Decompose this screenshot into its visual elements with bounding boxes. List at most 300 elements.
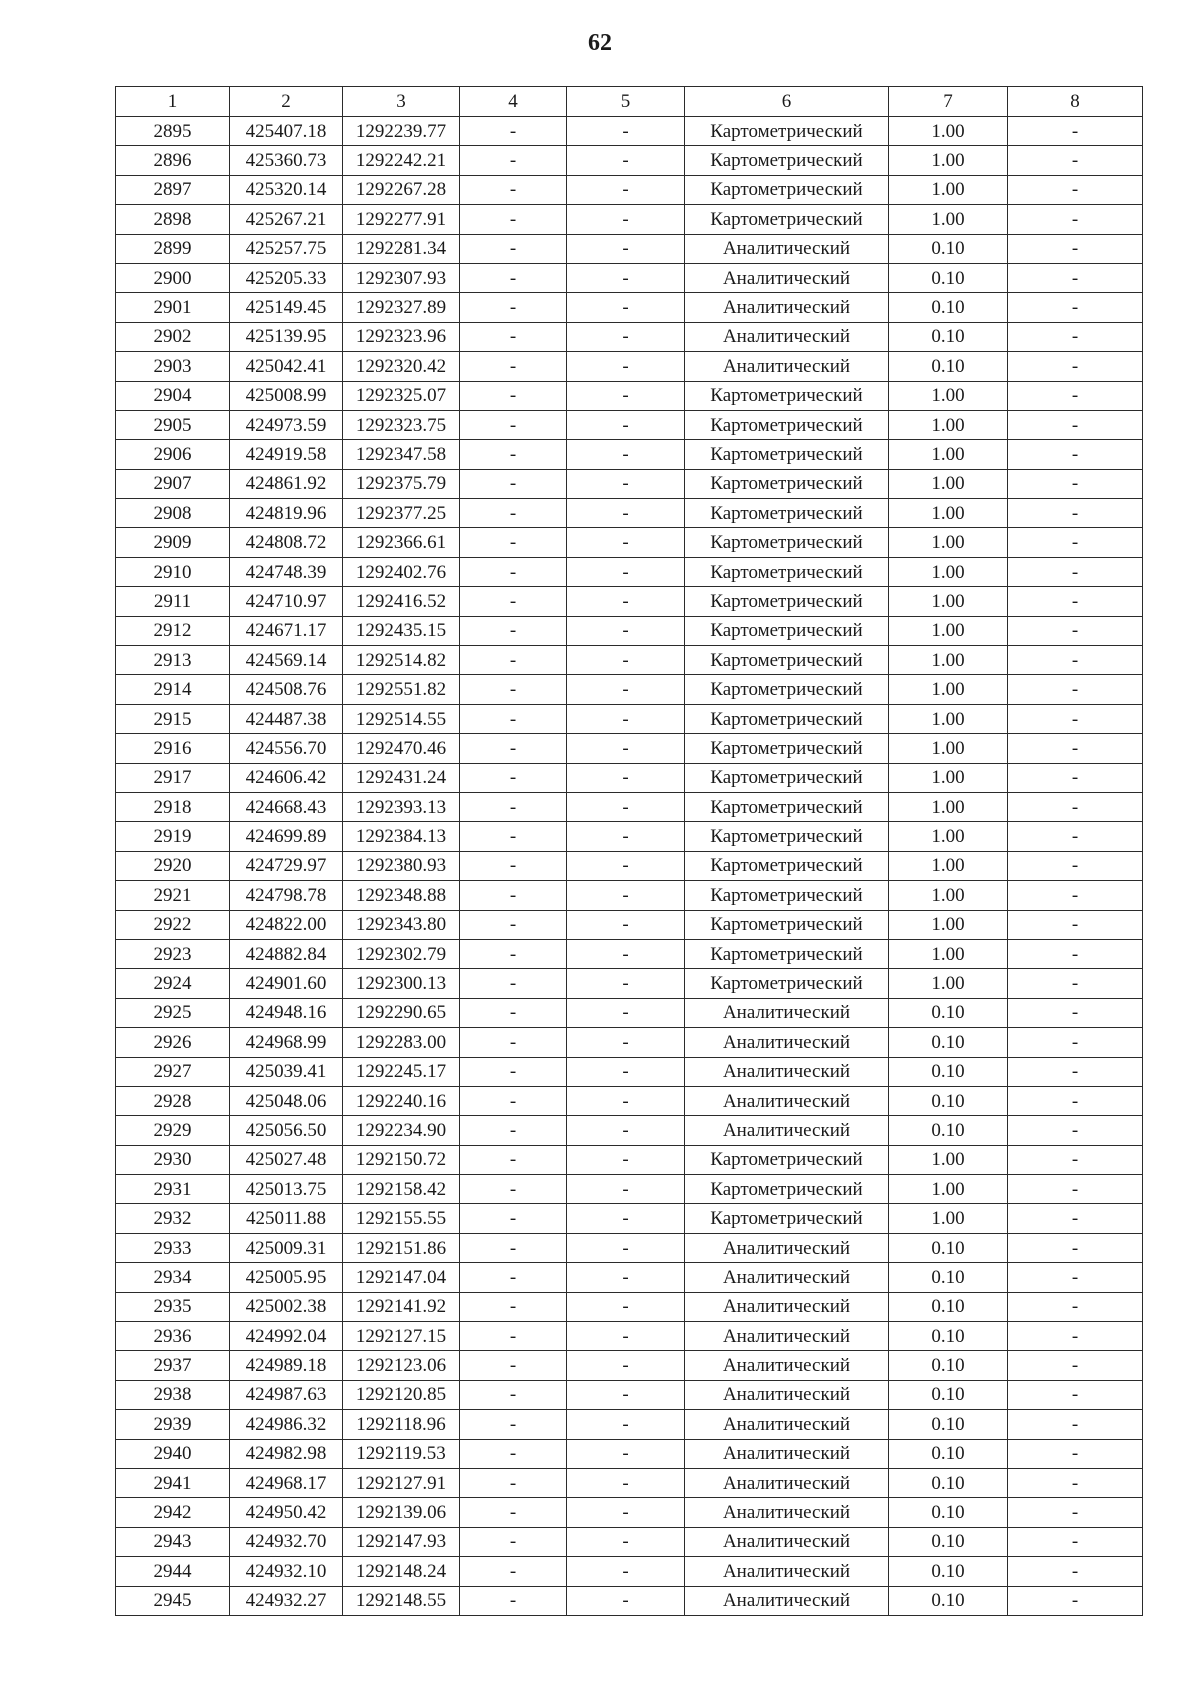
cell-coord-x: 424950.42 <box>230 1498 343 1527</box>
cell-col-4: - <box>460 616 567 645</box>
cell-col-4: - <box>460 1468 567 1497</box>
cell-col-8: - <box>1008 117 1143 146</box>
header-cell: 8 <box>1008 87 1143 117</box>
cell-coord-y: 1292323.96 <box>343 322 460 351</box>
cell-coord-y: 1292402.76 <box>343 557 460 586</box>
cell-col-8: - <box>1008 1468 1143 1497</box>
cell-method: Картометрический <box>685 469 889 498</box>
cell-point-number: 2928 <box>116 1086 230 1115</box>
cell-coord-y: 1292127.15 <box>343 1322 460 1351</box>
cell-col-8: - <box>1008 1498 1143 1527</box>
table-row <box>116 146 1143 175</box>
cell-accuracy: 1.00 <box>889 1175 1008 1204</box>
cell-coord-x: 424819.96 <box>230 499 343 528</box>
cell-coord-x: 424968.99 <box>230 1028 343 1057</box>
cell-coord-x: 424822.00 <box>230 910 343 939</box>
cell-method: Аналитический <box>685 998 889 1027</box>
cell-coord-y: 1292147.93 <box>343 1527 460 1556</box>
cell-col-8: - <box>1008 998 1143 1027</box>
cell-col-8: - <box>1008 1322 1143 1351</box>
cell-col-8: - <box>1008 881 1143 910</box>
cell-coord-x: 424808.72 <box>230 528 343 557</box>
cell-col-4: - <box>460 1057 567 1086</box>
cell-col-5: - <box>567 822 685 851</box>
cell-col-8: - <box>1008 792 1143 821</box>
cell-accuracy: 1.00 <box>889 881 1008 910</box>
cell-col-4: - <box>460 1351 567 1380</box>
cell-method: Аналитический <box>685 263 889 292</box>
table-row <box>116 763 1143 792</box>
header-cell: 4 <box>460 87 567 117</box>
cell-accuracy: 0.10 <box>889 1233 1008 1262</box>
cell-point-number: 2899 <box>116 234 230 263</box>
cell-method: Аналитический <box>685 1233 889 1262</box>
cell-coord-x: 425205.33 <box>230 263 343 292</box>
cell-coord-y: 1292127.91 <box>343 1468 460 1497</box>
cell-coord-x: 424986.32 <box>230 1410 343 1439</box>
cell-accuracy: 0.10 <box>889 1086 1008 1115</box>
cell-point-number: 2932 <box>116 1204 230 1233</box>
cell-col-5: - <box>567 1204 685 1233</box>
cell-col-8: - <box>1008 763 1143 792</box>
cell-col-5: - <box>567 1586 685 1615</box>
cell-method: Картометрический <box>685 117 889 146</box>
cell-col-5: - <box>567 381 685 410</box>
cell-point-number: 2895 <box>116 117 230 146</box>
table-row <box>116 1263 1143 1292</box>
cell-coord-y: 1292123.06 <box>343 1351 460 1380</box>
cell-coord-x: 424487.38 <box>230 704 343 733</box>
cell-coord-x: 424992.04 <box>230 1322 343 1351</box>
cell-point-number: 2943 <box>116 1527 230 1556</box>
cell-col-8: - <box>1008 1145 1143 1174</box>
cell-coord-x: 424932.10 <box>230 1557 343 1586</box>
cell-col-4: - <box>460 499 567 528</box>
cell-col-8: - <box>1008 469 1143 498</box>
cell-col-8: - <box>1008 616 1143 645</box>
cell-col-4: - <box>460 293 567 322</box>
cell-col-5: - <box>567 322 685 351</box>
cell-coord-x: 425149.45 <box>230 293 343 322</box>
cell-coord-y: 1292514.82 <box>343 646 460 675</box>
cell-coord-y: 1292148.24 <box>343 1557 460 1586</box>
cell-method: Картометрический <box>685 881 889 910</box>
cell-point-number: 2906 <box>116 440 230 469</box>
cell-accuracy: 1.00 <box>889 792 1008 821</box>
cell-col-4: - <box>460 1498 567 1527</box>
cell-method: Аналитический <box>685 1380 889 1409</box>
cell-point-number: 2903 <box>116 352 230 381</box>
cell-coord-x: 425056.50 <box>230 1116 343 1145</box>
table-row <box>116 1439 1143 1468</box>
cell-coord-x: 424989.18 <box>230 1351 343 1380</box>
cell-coord-x: 424798.78 <box>230 881 343 910</box>
cell-coord-x: 425257.75 <box>230 234 343 263</box>
cell-method: Картометрический <box>685 616 889 645</box>
cell-coord-x: 425042.41 <box>230 352 343 381</box>
table-row <box>116 1380 1143 1409</box>
cell-coord-y: 1292348.88 <box>343 881 460 910</box>
table-row <box>116 1351 1143 1380</box>
cell-method: Картометрический <box>685 939 889 968</box>
cell-coord-x: 425048.06 <box>230 1086 343 1115</box>
header-cell: 1 <box>116 87 230 117</box>
cell-coord-y: 1292234.90 <box>343 1116 460 1145</box>
cell-col-4: - <box>460 1557 567 1586</box>
cell-col-4: - <box>460 881 567 910</box>
cell-col-5: - <box>567 1439 685 1468</box>
cell-accuracy: 0.10 <box>889 322 1008 351</box>
cell-coord-x: 424948.16 <box>230 998 343 1027</box>
cell-method: Аналитический <box>685 1468 889 1497</box>
cell-coord-y: 1292551.82 <box>343 675 460 704</box>
header-cell: 7 <box>889 87 1008 117</box>
cell-accuracy: 0.10 <box>889 1057 1008 1086</box>
cell-col-5: - <box>567 293 685 322</box>
cell-col-5: - <box>567 557 685 586</box>
cell-col-5: - <box>567 528 685 557</box>
cell-col-8: - <box>1008 1233 1143 1262</box>
cell-col-4: - <box>460 322 567 351</box>
cell-coord-y: 1292119.53 <box>343 1439 460 1468</box>
table-row <box>116 1292 1143 1321</box>
cell-coord-x: 424748.39 <box>230 557 343 586</box>
cell-col-4: - <box>460 1410 567 1439</box>
cell-coord-y: 1292147.04 <box>343 1263 460 1292</box>
cell-point-number: 2927 <box>116 1057 230 1086</box>
cell-col-4: - <box>460 1086 567 1115</box>
cell-point-number: 2933 <box>116 1233 230 1262</box>
cell-method: Аналитический <box>685 322 889 351</box>
cell-accuracy: 0.10 <box>889 1028 1008 1057</box>
cell-col-8: - <box>1008 1028 1143 1057</box>
cell-col-5: - <box>567 998 685 1027</box>
cell-col-8: - <box>1008 352 1143 381</box>
cell-accuracy: 1.00 <box>889 822 1008 851</box>
cell-accuracy: 0.10 <box>889 998 1008 1027</box>
cell-col-8: - <box>1008 851 1143 880</box>
cell-coord-x: 424901.60 <box>230 969 343 998</box>
cell-col-8: - <box>1008 293 1143 322</box>
cell-col-8: - <box>1008 910 1143 939</box>
cell-method: Аналитический <box>685 1351 889 1380</box>
cell-col-4: - <box>460 792 567 821</box>
cell-coord-y: 1292158.42 <box>343 1175 460 1204</box>
table-row <box>116 1498 1143 1527</box>
cell-point-number: 2912 <box>116 616 230 645</box>
cell-accuracy: 1.00 <box>889 969 1008 998</box>
cell-accuracy: 0.10 <box>889 263 1008 292</box>
cell-col-4: - <box>460 263 567 292</box>
cell-coord-x: 424710.97 <box>230 587 343 616</box>
cell-method: Аналитический <box>685 1292 889 1321</box>
cell-col-4: - <box>460 675 567 704</box>
cell-col-4: - <box>460 1322 567 1351</box>
table-row <box>116 616 1143 645</box>
cell-coord-y: 1292120.85 <box>343 1380 460 1409</box>
cell-col-8: - <box>1008 675 1143 704</box>
cell-coord-y: 1292281.34 <box>343 234 460 263</box>
cell-col-8: - <box>1008 1557 1143 1586</box>
cell-method: Картометрический <box>685 734 889 763</box>
cell-point-number: 2936 <box>116 1322 230 1351</box>
table-row <box>116 734 1143 763</box>
cell-col-8: - <box>1008 1292 1143 1321</box>
cell-accuracy: 1.00 <box>889 1145 1008 1174</box>
cell-col-8: - <box>1008 410 1143 439</box>
cell-col-4: - <box>460 646 567 675</box>
cell-coord-y: 1292377.25 <box>343 499 460 528</box>
cell-point-number: 2923 <box>116 939 230 968</box>
cell-point-number: 2931 <box>116 1175 230 1204</box>
table-row <box>116 704 1143 733</box>
cell-col-5: - <box>567 440 685 469</box>
cell-col-4: - <box>460 557 567 586</box>
cell-coord-x: 424882.84 <box>230 939 343 968</box>
cell-col-8: - <box>1008 969 1143 998</box>
cell-accuracy: 0.10 <box>889 293 1008 322</box>
cell-col-8: - <box>1008 263 1143 292</box>
cell-col-4: - <box>460 763 567 792</box>
cell-col-5: - <box>567 352 685 381</box>
cell-point-number: 2935 <box>116 1292 230 1321</box>
table-row <box>116 352 1143 381</box>
table-row <box>116 381 1143 410</box>
cell-point-number: 2929 <box>116 1116 230 1145</box>
cell-col-4: - <box>460 1527 567 1556</box>
cell-col-5: - <box>567 1380 685 1409</box>
cell-accuracy: 1.00 <box>889 146 1008 175</box>
cell-col-4: - <box>460 1175 567 1204</box>
cell-col-5: - <box>567 1557 685 1586</box>
table-row <box>116 1145 1143 1174</box>
table-row <box>116 675 1143 704</box>
cell-col-5: - <box>567 1086 685 1115</box>
cell-col-5: - <box>567 1322 685 1351</box>
page-number: 62 <box>588 30 612 56</box>
cell-coord-x: 424556.70 <box>230 734 343 763</box>
table-row <box>116 175 1143 204</box>
cell-col-4: - <box>460 381 567 410</box>
cell-col-4: - <box>460 939 567 968</box>
table-row <box>116 1116 1143 1145</box>
cell-col-8: - <box>1008 1086 1143 1115</box>
cell-point-number: 2921 <box>116 881 230 910</box>
cell-coord-x: 424569.14 <box>230 646 343 675</box>
cell-method: Аналитический <box>685 1057 889 1086</box>
cell-col-5: - <box>567 587 685 616</box>
cell-coord-x: 425407.18 <box>230 117 343 146</box>
cell-col-4: - <box>460 851 567 880</box>
cell-col-8: - <box>1008 734 1143 763</box>
cell-col-4: - <box>460 822 567 851</box>
cell-col-8: - <box>1008 528 1143 557</box>
cell-point-number: 2910 <box>116 557 230 586</box>
cell-point-number: 2896 <box>116 146 230 175</box>
cell-coord-y: 1292283.00 <box>343 1028 460 1057</box>
cell-col-8: - <box>1008 939 1143 968</box>
cell-coord-x: 425005.95 <box>230 1263 343 1292</box>
cell-col-8: - <box>1008 234 1143 263</box>
cell-point-number: 2918 <box>116 792 230 821</box>
cell-point-number: 2913 <box>116 646 230 675</box>
cell-col-5: - <box>567 734 685 763</box>
cell-coord-x: 424729.97 <box>230 851 343 880</box>
cell-accuracy: 0.10 <box>889 1116 1008 1145</box>
table-row <box>116 293 1143 322</box>
cell-method: Картометрический <box>685 822 889 851</box>
cell-coord-x: 425002.38 <box>230 1292 343 1321</box>
cell-method: Картометрический <box>685 410 889 439</box>
cell-point-number: 2897 <box>116 175 230 204</box>
cell-col-8: - <box>1008 1410 1143 1439</box>
cell-method: Картометрический <box>685 1204 889 1233</box>
cell-col-4: - <box>460 969 567 998</box>
cell-col-4: - <box>460 528 567 557</box>
cell-coord-y: 1292375.79 <box>343 469 460 498</box>
cell-method: Картометрический <box>685 557 889 586</box>
cell-accuracy: 1.00 <box>889 939 1008 968</box>
table-body <box>116 87 1143 1616</box>
cell-col-8: - <box>1008 322 1143 351</box>
cell-col-5: - <box>567 851 685 880</box>
cell-col-8: - <box>1008 1527 1143 1556</box>
cell-col-8: - <box>1008 1586 1143 1615</box>
cell-col-8: - <box>1008 205 1143 234</box>
cell-coord-x: 424982.98 <box>230 1439 343 1468</box>
cell-col-4: - <box>460 998 567 1027</box>
cell-coord-y: 1292366.61 <box>343 528 460 557</box>
cell-coord-y: 1292267.28 <box>343 175 460 204</box>
cell-accuracy: 0.10 <box>889 1557 1008 1586</box>
cell-method: Аналитический <box>685 1028 889 1057</box>
cell-point-number: 2916 <box>116 734 230 763</box>
cell-point-number: 2922 <box>116 910 230 939</box>
cell-point-number: 2941 <box>116 1468 230 1497</box>
cell-col-4: - <box>460 1586 567 1615</box>
cell-col-4: - <box>460 234 567 263</box>
table-row <box>116 1057 1143 1086</box>
cell-method: Картометрический <box>685 1145 889 1174</box>
cell-col-8: - <box>1008 822 1143 851</box>
header-cell: 2 <box>230 87 343 117</box>
cell-accuracy: 0.10 <box>889 234 1008 263</box>
cell-method: Аналитический <box>685 1586 889 1615</box>
cell-coord-y: 1292384.13 <box>343 822 460 851</box>
cell-col-8: - <box>1008 146 1143 175</box>
cell-accuracy: 0.10 <box>889 1468 1008 1497</box>
cell-col-5: - <box>567 939 685 968</box>
cell-coord-x: 424699.89 <box>230 822 343 851</box>
cell-coord-y: 1292435.15 <box>343 616 460 645</box>
cell-col-8: - <box>1008 499 1143 528</box>
cell-col-5: - <box>567 1498 685 1527</box>
cell-point-number: 2945 <box>116 1586 230 1615</box>
table-row <box>116 792 1143 821</box>
cell-point-number: 2907 <box>116 469 230 498</box>
table-row <box>116 910 1143 939</box>
cell-accuracy: 1.00 <box>889 528 1008 557</box>
cell-col-5: - <box>567 1233 685 1262</box>
cell-point-number: 2944 <box>116 1557 230 1586</box>
cell-accuracy: 1.00 <box>889 763 1008 792</box>
cell-coord-y: 1292470.46 <box>343 734 460 763</box>
cell-method: Аналитический <box>685 1557 889 1586</box>
cell-col-8: - <box>1008 1351 1143 1380</box>
cell-method: Аналитический <box>685 293 889 322</box>
cell-point-number: 2914 <box>116 675 230 704</box>
cell-col-8: - <box>1008 1263 1143 1292</box>
cell-col-5: - <box>567 792 685 821</box>
cell-point-number: 2901 <box>116 293 230 322</box>
cell-col-8: - <box>1008 1439 1143 1468</box>
cell-coord-y: 1292277.91 <box>343 205 460 234</box>
cell-method: Картометрический <box>685 528 889 557</box>
cell-col-5: - <box>567 205 685 234</box>
cell-point-number: 2908 <box>116 499 230 528</box>
cell-col-4: - <box>460 910 567 939</box>
cell-method: Картометрический <box>685 969 889 998</box>
cell-coord-y: 1292290.65 <box>343 998 460 1027</box>
cell-col-4: - <box>460 1204 567 1233</box>
cell-point-number: 2898 <box>116 205 230 234</box>
table-row <box>116 263 1143 292</box>
cell-accuracy: 1.00 <box>889 469 1008 498</box>
cell-col-4: - <box>460 704 567 733</box>
table-row <box>116 851 1143 880</box>
cell-col-4: - <box>460 587 567 616</box>
cell-accuracy: 1.00 <box>889 381 1008 410</box>
cell-point-number: 2939 <box>116 1410 230 1439</box>
table-row <box>116 528 1143 557</box>
cell-col-4: - <box>460 1028 567 1057</box>
cell-point-number: 2900 <box>116 263 230 292</box>
cell-col-8: - <box>1008 1116 1143 1145</box>
cell-coord-y: 1292151.86 <box>343 1233 460 1262</box>
table-row <box>116 1557 1143 1586</box>
cell-col-5: - <box>567 616 685 645</box>
cell-coord-x: 425008.99 <box>230 381 343 410</box>
cell-accuracy: 1.00 <box>889 1204 1008 1233</box>
cell-col-5: - <box>567 410 685 439</box>
cell-point-number: 2911 <box>116 587 230 616</box>
cell-coord-y: 1292300.13 <box>343 969 460 998</box>
table-row <box>116 234 1143 263</box>
cell-method: Картометрический <box>685 440 889 469</box>
cell-accuracy: 1.00 <box>889 616 1008 645</box>
cell-col-8: - <box>1008 1204 1143 1233</box>
cell-method: Аналитический <box>685 1498 889 1527</box>
cell-method: Картометрический <box>685 646 889 675</box>
cell-col-8: - <box>1008 704 1143 733</box>
cell-col-4: - <box>460 1263 567 1292</box>
cell-col-5: - <box>567 1527 685 1556</box>
cell-point-number: 2940 <box>116 1439 230 1468</box>
cell-col-8: - <box>1008 646 1143 675</box>
cell-col-5: - <box>567 881 685 910</box>
cell-accuracy: 0.10 <box>889 1292 1008 1321</box>
cell-col-4: - <box>460 1116 567 1145</box>
cell-col-5: - <box>567 1145 685 1174</box>
cell-accuracy: 0.10 <box>889 1498 1008 1527</box>
cell-col-5: - <box>567 469 685 498</box>
cell-coord-y: 1292242.21 <box>343 146 460 175</box>
cell-coord-x: 425027.48 <box>230 1145 343 1174</box>
cell-col-4: - <box>460 469 567 498</box>
cell-method: Аналитический <box>685 1322 889 1351</box>
cell-point-number: 2919 <box>116 822 230 851</box>
cell-coord-y: 1292302.79 <box>343 939 460 968</box>
